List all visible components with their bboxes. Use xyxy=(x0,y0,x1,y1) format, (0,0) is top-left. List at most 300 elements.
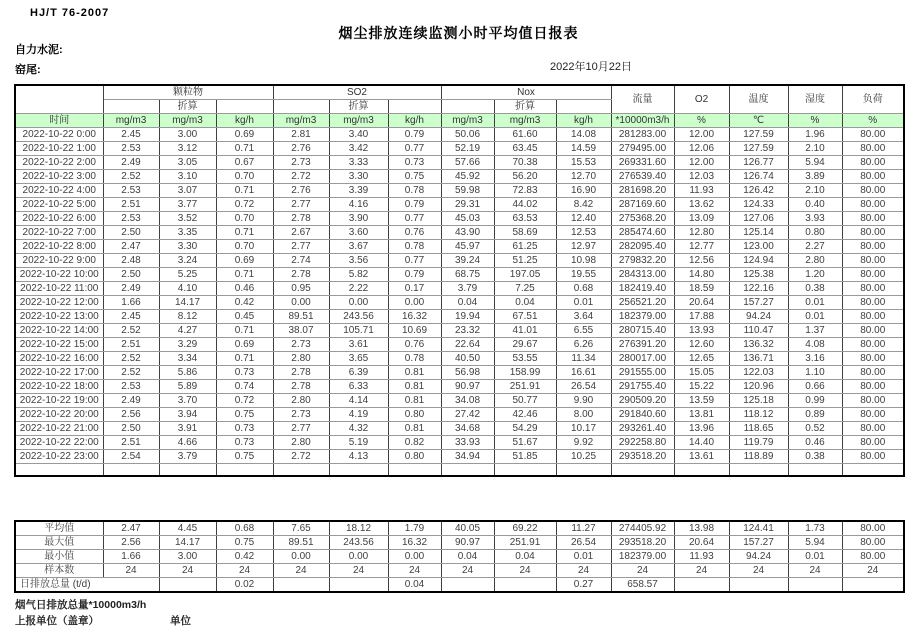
value-cell: 0.42 xyxy=(216,296,273,310)
value-cell: 34.94 xyxy=(441,450,494,464)
value-cell: 80.00 xyxy=(842,212,904,226)
value-cell: 45.97 xyxy=(441,240,494,254)
value-cell: 2.53 xyxy=(103,142,159,156)
table-row xyxy=(15,310,904,324)
value-cell: 124.33 xyxy=(729,198,788,212)
summary-value-cell: 24 xyxy=(729,564,788,578)
value-cell: 80.00 xyxy=(842,142,904,156)
value-cell: 14.80 xyxy=(674,268,729,282)
value-cell: 80.00 xyxy=(842,240,904,254)
value-cell: 2.73 xyxy=(273,338,329,352)
value-cell: 276391.20 xyxy=(611,338,674,352)
summary-value-cell: 80.00 xyxy=(842,521,904,536)
summary-value-cell: 0.00 xyxy=(329,550,388,564)
report-date: 2022年10月22日 xyxy=(550,61,632,73)
time-cell: 2022-10-22 8:00 xyxy=(15,240,103,254)
value-cell: 3.70 xyxy=(159,394,216,408)
value-cell: 10.17 xyxy=(556,422,611,436)
value-cell: 282095.40 xyxy=(611,240,674,254)
table-row xyxy=(15,422,904,436)
value-cell: 59.98 xyxy=(441,184,494,198)
value-cell: 284313.00 xyxy=(611,268,674,282)
value-cell: 0.00 xyxy=(329,296,388,310)
summary-value-cell: 80.00 xyxy=(842,536,904,550)
value-cell: 10.25 xyxy=(556,450,611,464)
unit-header: mg/m3 xyxy=(329,114,388,128)
value-cell: 45.92 xyxy=(441,170,494,184)
value-cell: 80.00 xyxy=(842,422,904,436)
table-row xyxy=(15,324,904,338)
value-cell: 12.97 xyxy=(556,240,611,254)
summary-value-cell: 2.56 xyxy=(103,536,159,550)
value-cell: 2.77 xyxy=(273,422,329,436)
summary-value-cell: 0.04 xyxy=(494,550,556,564)
value-cell: 0.79 xyxy=(388,198,441,212)
table-row xyxy=(15,450,904,464)
summary-value-cell: 0.01 xyxy=(556,550,611,564)
time-cell: 2022-10-22 21:00 xyxy=(15,422,103,436)
value-cell: 2.45 xyxy=(103,310,159,324)
value-cell: 80.00 xyxy=(842,226,904,240)
value-cell: 3.67 xyxy=(329,240,388,254)
summary-label: 日排放总量 (t/d) xyxy=(15,578,159,593)
value-cell: 2.73 xyxy=(273,408,329,422)
value-cell: 41.01 xyxy=(494,324,556,338)
value-cell: 5.94 xyxy=(788,156,842,170)
value-cell: 3.61 xyxy=(329,338,388,352)
blank-cell xyxy=(103,100,159,114)
summary-value-cell: 1.66 xyxy=(103,550,159,564)
value-cell: 2.80 xyxy=(788,254,842,268)
summary-value-cell: 24 xyxy=(388,564,441,578)
value-cell: 2.78 xyxy=(273,380,329,394)
summary-value-cell: 16.32 xyxy=(388,536,441,550)
value-cell: 0.78 xyxy=(388,352,441,366)
value-cell: 0.04 xyxy=(494,296,556,310)
value-cell: 3.05 xyxy=(159,156,216,170)
value-cell: 1.20 xyxy=(788,268,842,282)
summary-value-cell xyxy=(842,578,904,593)
value-cell: 2.50 xyxy=(103,422,159,436)
value-cell: 1.37 xyxy=(788,324,842,338)
spacer-cell xyxy=(494,464,556,477)
value-cell: 127.59 xyxy=(729,142,788,156)
summary-value-cell: 18.12 xyxy=(329,521,388,536)
value-cell: 80.00 xyxy=(842,268,904,282)
time-cell: 2022-10-22 2:00 xyxy=(15,156,103,170)
value-cell: 63.53 xyxy=(494,212,556,226)
value-cell: 0.73 xyxy=(388,156,441,170)
summary-value-cell: 124.41 xyxy=(729,521,788,536)
value-cell: 57.66 xyxy=(441,156,494,170)
value-cell: 51.85 xyxy=(494,450,556,464)
value-cell: 3.30 xyxy=(159,240,216,254)
value-cell: 26.54 xyxy=(556,380,611,394)
value-cell: 2.52 xyxy=(103,170,159,184)
value-cell: 4.16 xyxy=(329,198,388,212)
value-cell: 52.19 xyxy=(441,142,494,156)
value-cell: 136.32 xyxy=(729,338,788,352)
value-cell: 68.75 xyxy=(441,268,494,282)
table-row xyxy=(15,380,904,394)
header-units-row xyxy=(15,114,904,128)
value-cell: 0.80 xyxy=(388,450,441,464)
value-cell: 0.17 xyxy=(388,282,441,296)
value-cell: 0.01 xyxy=(788,310,842,324)
blank-cell xyxy=(441,100,494,114)
time-header: 时间 xyxy=(15,114,103,128)
value-cell: 94.24 xyxy=(729,310,788,324)
summary-value-cell: 1.73 xyxy=(788,521,842,536)
value-cell: 80.00 xyxy=(842,198,904,212)
value-cell: 3.94 xyxy=(159,408,216,422)
value-cell: 4.32 xyxy=(329,422,388,436)
value-cell: 3.33 xyxy=(329,156,388,170)
value-cell: 0.77 xyxy=(388,142,441,156)
value-cell: 16.90 xyxy=(556,184,611,198)
summary-value-cell: 24 xyxy=(216,564,273,578)
value-cell: 1.96 xyxy=(788,128,842,142)
spacer-cell xyxy=(441,464,494,477)
value-cell: 3.00 xyxy=(159,128,216,142)
value-cell: 72.83 xyxy=(494,184,556,198)
summary-value-cell: 0.04 xyxy=(441,550,494,564)
unit-header: kg/h xyxy=(388,114,441,128)
time-cell: 2022-10-22 17:00 xyxy=(15,366,103,380)
value-cell: 290509.20 xyxy=(611,394,674,408)
value-cell: 2.22 xyxy=(329,282,388,296)
value-cell: 2.49 xyxy=(103,394,159,408)
value-cell: 182379.00 xyxy=(611,310,674,324)
unit-header: kg/h xyxy=(216,114,273,128)
time-header-blank xyxy=(15,85,103,114)
value-cell: 0.66 xyxy=(788,380,842,394)
value-cell: 125.38 xyxy=(729,268,788,282)
summary-label: 样本数 xyxy=(15,564,103,578)
value-cell: 20.64 xyxy=(674,296,729,310)
value-cell: 0.71 xyxy=(216,352,273,366)
value-cell: 3.07 xyxy=(159,184,216,198)
value-cell: 0.01 xyxy=(788,296,842,310)
value-cell: 136.71 xyxy=(729,352,788,366)
summary-value-cell: 0.02 xyxy=(216,578,273,593)
value-cell: 80.00 xyxy=(842,408,904,422)
time-cell: 2022-10-22 12:00 xyxy=(15,296,103,310)
table-row xyxy=(15,282,904,296)
summary-value-cell: 1.79 xyxy=(388,521,441,536)
value-cell: 50.77 xyxy=(494,394,556,408)
summary-value-cell: 11.93 xyxy=(674,550,729,564)
value-cell: 12.53 xyxy=(556,226,611,240)
value-cell: 14.08 xyxy=(556,128,611,142)
value-cell: 0.71 xyxy=(216,324,273,338)
table-row xyxy=(15,128,904,142)
value-cell: 0.40 xyxy=(788,198,842,212)
value-cell: 61.60 xyxy=(494,128,556,142)
value-cell: 120.96 xyxy=(729,380,788,394)
value-cell: 2.72 xyxy=(273,450,329,464)
unit-header: % xyxy=(674,114,729,128)
summary-value-cell: 24 xyxy=(103,564,159,578)
value-cell: 256521.20 xyxy=(611,296,674,310)
value-cell: 6.33 xyxy=(329,380,388,394)
value-cell: 58.69 xyxy=(494,226,556,240)
value-cell: 3.77 xyxy=(159,198,216,212)
summary-label: 最小值 xyxy=(15,550,103,564)
summary-value-cell xyxy=(494,578,556,593)
value-cell: 0.67 xyxy=(216,156,273,170)
value-cell: 126.74 xyxy=(729,170,788,184)
time-cell: 2022-10-22 1:00 xyxy=(15,142,103,156)
value-cell: 42.46 xyxy=(494,408,556,422)
value-cell: 125.14 xyxy=(729,226,788,240)
time-cell: 2022-10-22 10:00 xyxy=(15,268,103,282)
summary-value-cell: 69.22 xyxy=(494,521,556,536)
standard-code: HJ/T 76-2007 xyxy=(30,7,110,19)
value-cell: 3.24 xyxy=(159,254,216,268)
header-flow: 流量 xyxy=(611,85,674,114)
value-cell: 12.60 xyxy=(674,338,729,352)
value-cell: 80.00 xyxy=(842,380,904,394)
value-cell: 0.70 xyxy=(216,240,273,254)
value-cell: 251.91 xyxy=(494,380,556,394)
table-row xyxy=(15,254,904,268)
value-cell: 275368.20 xyxy=(611,212,674,226)
value-cell: 29.67 xyxy=(494,338,556,352)
value-cell: 0.69 xyxy=(216,254,273,268)
time-cell: 2022-10-22 5:00 xyxy=(15,198,103,212)
value-cell: 0.80 xyxy=(388,408,441,422)
spacer-cell xyxy=(159,464,216,477)
table-row xyxy=(15,268,904,282)
summary-value-cell: 157.27 xyxy=(729,536,788,550)
value-cell: 3.65 xyxy=(329,352,388,366)
value-cell: 14.59 xyxy=(556,142,611,156)
value-cell: 80.00 xyxy=(842,296,904,310)
value-cell: 14.40 xyxy=(674,436,729,450)
summary-value-cell: 20.64 xyxy=(674,536,729,550)
time-cell: 2022-10-22 19:00 xyxy=(15,394,103,408)
value-cell: 2.50 xyxy=(103,268,159,282)
time-cell: 2022-10-22 7:00 xyxy=(15,226,103,240)
summary-stats-table xyxy=(14,520,905,593)
value-cell: 63.45 xyxy=(494,142,556,156)
value-cell: 80.00 xyxy=(842,366,904,380)
value-cell: 6.26 xyxy=(556,338,611,352)
summary-value-cell: 251.91 xyxy=(494,536,556,550)
value-cell: 8.12 xyxy=(159,310,216,324)
summary-value-cell: 24 xyxy=(273,564,329,578)
value-cell: 53.55 xyxy=(494,352,556,366)
value-cell: 5.86 xyxy=(159,366,216,380)
value-cell: 34.68 xyxy=(441,422,494,436)
value-cell: 276539.40 xyxy=(611,170,674,184)
value-cell: 2.81 xyxy=(273,128,329,142)
value-cell: 2.52 xyxy=(103,324,159,338)
value-cell: 2.73 xyxy=(273,156,329,170)
table-row xyxy=(15,170,904,184)
value-cell: 2.78 xyxy=(273,268,329,282)
value-cell: 291555.00 xyxy=(611,366,674,380)
summary-value-cell: 11.27 xyxy=(556,521,611,536)
value-cell: 19.55 xyxy=(556,268,611,282)
value-cell: 2.72 xyxy=(273,170,329,184)
value-cell: 281698.20 xyxy=(611,184,674,198)
value-cell: 23.32 xyxy=(441,324,494,338)
value-cell: 0.81 xyxy=(388,394,441,408)
table-row xyxy=(15,240,904,254)
value-cell: 2.76 xyxy=(273,184,329,198)
summary-value-cell xyxy=(273,578,329,593)
value-cell: 0.70 xyxy=(216,170,273,184)
value-cell: 122.16 xyxy=(729,282,788,296)
value-cell: 40.50 xyxy=(441,352,494,366)
value-cell: 2.76 xyxy=(273,142,329,156)
time-cell: 2022-10-22 9:00 xyxy=(15,254,103,268)
value-cell: 4.27 xyxy=(159,324,216,338)
value-cell: 0.38 xyxy=(788,450,842,464)
value-cell: 3.93 xyxy=(788,212,842,226)
value-cell: 291840.60 xyxy=(611,408,674,422)
value-cell: 269331.60 xyxy=(611,156,674,170)
table-row xyxy=(15,212,904,226)
value-cell: 51.67 xyxy=(494,436,556,450)
value-cell: 0.46 xyxy=(788,436,842,450)
value-cell: 10.69 xyxy=(388,324,441,338)
value-cell: 182419.40 xyxy=(611,282,674,296)
value-cell: 2.50 xyxy=(103,226,159,240)
value-cell: 2.77 xyxy=(273,198,329,212)
value-cell: 3.60 xyxy=(329,226,388,240)
value-cell: 0.45 xyxy=(216,310,273,324)
time-cell: 2022-10-22 13:00 xyxy=(15,310,103,324)
value-cell: 0.76 xyxy=(388,338,441,352)
summary-value-cell: 40.05 xyxy=(441,521,494,536)
summary-value-cell: 24 xyxy=(494,564,556,578)
reporting-unit-label: 上报单位（盖章） xyxy=(15,615,99,627)
summary-value-cell xyxy=(729,578,788,593)
value-cell: 2.10 xyxy=(788,142,842,156)
value-cell: 0.81 xyxy=(388,380,441,394)
value-cell: 12.06 xyxy=(674,142,729,156)
time-cell: 2022-10-22 3:00 xyxy=(15,170,103,184)
value-cell: 2.47 xyxy=(103,240,159,254)
value-cell: 4.66 xyxy=(159,436,216,450)
table-row xyxy=(15,142,904,156)
value-cell: 45.03 xyxy=(441,212,494,226)
spacer-cell xyxy=(611,464,674,477)
value-cell: 126.42 xyxy=(729,184,788,198)
spacer-cell xyxy=(842,464,904,477)
value-cell: 67.51 xyxy=(494,310,556,324)
value-cell: 4.08 xyxy=(788,338,842,352)
value-cell: 124.94 xyxy=(729,254,788,268)
value-cell: 0.99 xyxy=(788,394,842,408)
value-cell: 13.81 xyxy=(674,408,729,422)
value-cell: 80.00 xyxy=(842,436,904,450)
value-cell: 0.81 xyxy=(388,422,441,436)
table-row xyxy=(15,226,904,240)
value-cell: 0.78 xyxy=(388,184,441,198)
value-cell: 29.31 xyxy=(441,198,494,212)
value-cell: 0.71 xyxy=(216,142,273,156)
value-cell: 0.74 xyxy=(216,380,273,394)
value-cell: 0.70 xyxy=(216,212,273,226)
value-cell: 158.99 xyxy=(494,366,556,380)
value-cell: 0.89 xyxy=(788,408,842,422)
value-cell: 197.05 xyxy=(494,268,556,282)
value-cell: 0.80 xyxy=(788,226,842,240)
value-cell: 0.72 xyxy=(216,394,273,408)
value-cell: 15.05 xyxy=(674,366,729,380)
value-cell: 105.71 xyxy=(329,324,388,338)
summary-value-cell: 24 xyxy=(674,564,729,578)
value-cell: 22.64 xyxy=(441,338,494,352)
value-cell: 6.39 xyxy=(329,366,388,380)
value-cell: 2.51 xyxy=(103,198,159,212)
value-cell: 2.49 xyxy=(103,156,159,170)
unit-header: mg/m3 xyxy=(273,114,329,128)
value-cell: 13.93 xyxy=(674,324,729,338)
value-cell: 19.94 xyxy=(441,310,494,324)
summary-value-cell: 24 xyxy=(159,564,216,578)
value-cell: 54.29 xyxy=(494,422,556,436)
value-cell: 2.80 xyxy=(273,436,329,450)
value-cell: 90.97 xyxy=(441,380,494,394)
value-cell: 51.25 xyxy=(494,254,556,268)
value-cell: 0.75 xyxy=(388,170,441,184)
emissions-hourly-table xyxy=(14,84,905,477)
value-cell: 2.53 xyxy=(103,212,159,226)
value-cell: 56.98 xyxy=(441,366,494,380)
value-cell: 16.32 xyxy=(388,310,441,324)
value-cell: 80.00 xyxy=(842,450,904,464)
value-cell: 7.25 xyxy=(494,282,556,296)
value-cell: 13.61 xyxy=(674,450,729,464)
value-cell: 13.09 xyxy=(674,212,729,226)
value-cell: 0.75 xyxy=(216,450,273,464)
value-cell: 12.70 xyxy=(556,170,611,184)
value-cell: 80.00 xyxy=(842,254,904,268)
value-cell: 0.95 xyxy=(273,282,329,296)
value-cell: 12.00 xyxy=(674,156,729,170)
value-cell: 2.52 xyxy=(103,366,159,380)
summary-value-cell: 658.57 xyxy=(611,578,674,593)
header-humidity: 湿度 xyxy=(788,85,842,114)
summary-value-cell: 24 xyxy=(441,564,494,578)
spacer-cell xyxy=(556,464,611,477)
summary-value-cell: 24 xyxy=(611,564,674,578)
value-cell: 3.64 xyxy=(556,310,611,324)
value-cell: 5.82 xyxy=(329,268,388,282)
value-cell: 127.06 xyxy=(729,212,788,226)
summary-value-cell: 89.51 xyxy=(273,536,329,550)
value-cell: 1.66 xyxy=(103,296,159,310)
unit-header: mg/m3 xyxy=(103,114,159,128)
group-nox: Nox xyxy=(441,85,611,100)
value-cell: 89.51 xyxy=(273,310,329,324)
value-cell: 56.20 xyxy=(494,170,556,184)
value-cell: 0.46 xyxy=(216,282,273,296)
summary-label: 平均值 xyxy=(15,521,103,536)
value-cell: 157.27 xyxy=(729,296,788,310)
value-cell: 18.59 xyxy=(674,282,729,296)
time-cell: 2022-10-22 20:00 xyxy=(15,408,103,422)
header-load: 负荷 xyxy=(842,85,904,114)
value-cell: 80.00 xyxy=(842,282,904,296)
value-cell: 2.27 xyxy=(788,240,842,254)
summary-value-cell: 24 xyxy=(842,564,904,578)
